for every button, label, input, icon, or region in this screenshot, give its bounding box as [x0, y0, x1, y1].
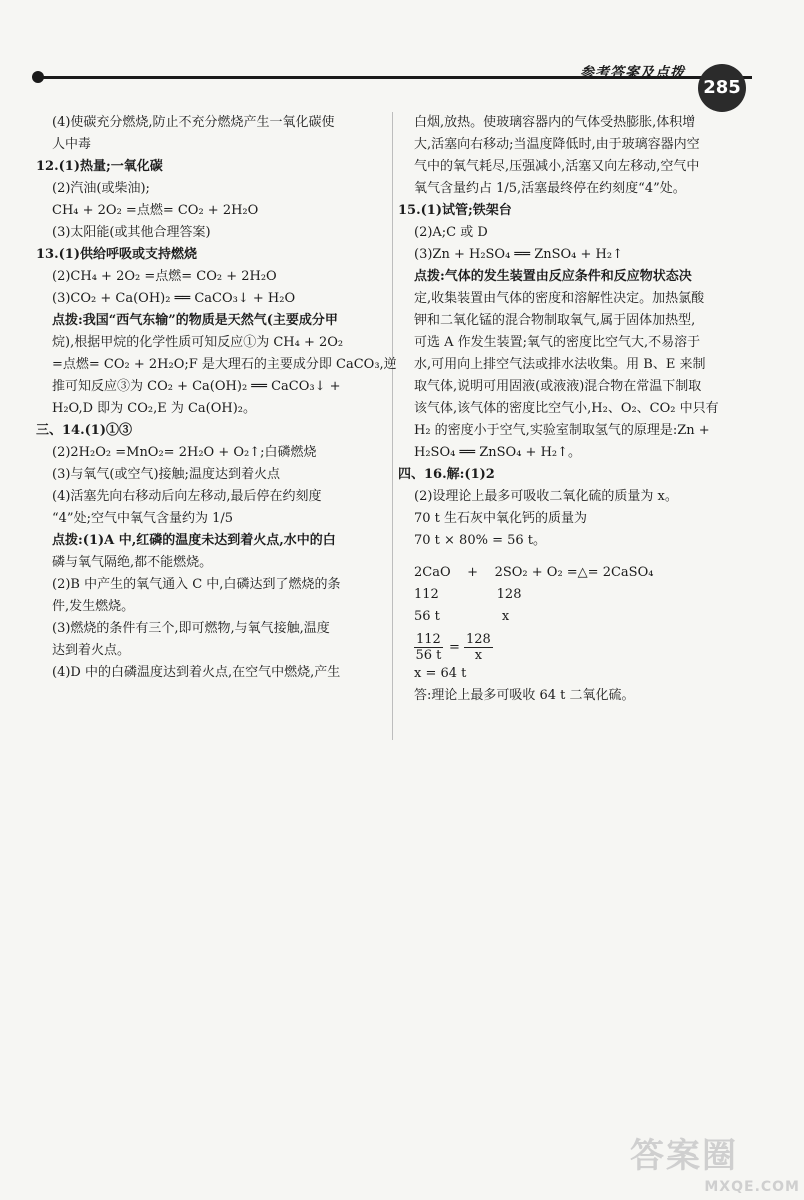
fraction-numerator: 112: [416, 632, 441, 647]
text-line: H₂ 的密度小于空气,实验室制取氢气的原理是:Zn +: [414, 423, 710, 438]
text-line: 56 t x: [414, 609, 510, 624]
text-line: (3)燃烧的条件有三个,即可燃物,与氧气接触,温度: [52, 621, 330, 636]
proportion: [398, 632, 764, 663]
left-column: [36, 112, 397, 684]
text-line: 112 128: [414, 587, 522, 602]
text-line: (2)汽油(或柴油);: [52, 181, 150, 196]
equation: (3)CO₂ + Ca(OH)₂ ══ CaCO₃↓ + H₂O: [52, 291, 296, 306]
text-line: H₂O,D 即为 CO₂,E 为 Ca(OH)₂。: [52, 401, 257, 416]
watermark-url: MXQE.COM: [704, 1179, 800, 1195]
text-line: (4)D 中的白磷温度达到着火点,在空气中燃烧,产生: [52, 665, 341, 680]
page-header: [0, 0, 804, 110]
text-line: 定,收集装置由气体的密度和溶解性决定。加热氯酸: [414, 291, 705, 306]
text-line: (2)设理论上最多可吸收二氧化硫的质量为 x。: [414, 489, 678, 504]
text-line: H₂SO₄ ══ ZnSO₄ + H₂↑。: [414, 445, 582, 460]
text-line: 水,可用向上排空气法或排水法收集。用 B、E 来制: [414, 357, 706, 372]
text-line: (2)B 中产生的氧气通入 C 中,白磷达到了燃烧的条: [52, 577, 341, 592]
equation: (3)Zn + H₂SO₄ ══ ZnSO₄ + H₂↑: [414, 247, 623, 262]
page-number: 285: [698, 64, 746, 112]
fraction-left: [414, 632, 443, 663]
hint-line: 点拨:我国“西气东输”的物质是天然气(主要成分甲: [52, 313, 338, 328]
question-14: 三、14.(1)①③: [36, 423, 132, 438]
text-line: 件,发生燃烧。: [52, 599, 135, 614]
answer-line: 答:理论上最多可吸收 64 t 二氧化硫。: [414, 688, 635, 703]
text-line: 氧气含量约占 1/5,活塞最终停在约刻度“4”处。: [414, 181, 686, 196]
text-line: 可选 A 作发生装置;氧气的密度比空气大,不易溶于: [414, 335, 701, 350]
fraction-right: [464, 632, 493, 663]
text-line: 白烟,放热。使玻璃容器内的气体受热膨胀,体积增: [414, 115, 696, 130]
text-line: 磷与氧气隔绝,都不能燃烧。: [52, 555, 213, 570]
text-line: 烷),根据甲烷的化学性质可知反应①为 CH₄ + 2O₂: [52, 335, 344, 350]
text-line: 推可知反应③为 CO₂ + Ca(OH)₂ ══ CaCO₃↓ +: [52, 379, 341, 394]
text-line: (3)太阳能(或其他合理答案): [52, 225, 211, 240]
text-line: “4”处;空气中氧气含量约为 1/5: [52, 511, 233, 526]
text-line: 人中毒: [52, 137, 92, 152]
text-line: 钾和二氧化锰的混合物制取氧气,属于固体加热型,: [414, 313, 696, 328]
fraction-denominator: x: [474, 648, 483, 663]
hint-line: 点拨:气体的发生装置由反应条件和反应物状态决: [414, 269, 692, 284]
right-column: [398, 112, 764, 707]
text-line: 70 t 生石灰中氧化钙的质量为: [414, 511, 588, 526]
watermark-text: 答案圈: [630, 1136, 738, 1176]
text-line: =点燃= CO₂ + 2H₂O;F 是大理石的主要成分即 CaCO₃,逆: [52, 357, 397, 372]
equation: 2CaO + 2SO₂ + O₂ =△= 2CaSO₄: [414, 565, 654, 580]
text-line: x = 64 t: [414, 666, 467, 681]
equation: (2)CH₄ + 2O₂ =点燃= CO₂ + 2H₂O: [52, 269, 277, 284]
text-line: 气中的氧气耗尽,压强减小,活塞又向左移动,空气中: [414, 159, 700, 174]
fraction-numerator: 128: [466, 632, 491, 647]
question-15: 15.(1)试管;铁架台: [398, 203, 512, 218]
equals-sign: =: [448, 640, 460, 655]
fraction-denominator: 56 t: [415, 648, 442, 663]
text-line: 70 t × 80% = 56 t。: [414, 533, 547, 548]
question-12: 12.(1)热量;一氧化碳: [36, 159, 163, 174]
question-16: 四、16.解:(1)2: [398, 467, 495, 482]
text-line: (3)与氧气(或空气)接触;温度达到着火点: [52, 467, 280, 482]
text-line: (2)A;C 或 D: [414, 225, 488, 240]
text-line: (4)活塞先向右移动后向左移动,最后停在约刻度: [52, 489, 322, 504]
equation: CH₄ + 2O₂ =点燃= CO₂ + 2H₂O: [52, 203, 259, 218]
text-line: 达到着火点。: [52, 643, 131, 658]
question-13: 13.(1)供给呼吸或支持燃烧: [36, 247, 197, 262]
text-line: (4)使碳充分燃烧,防止不充分燃烧产生一氧化碳使: [52, 115, 335, 130]
text-line: 大,活塞向右移动;当温度降低时,由于玻璃容器内空: [414, 137, 700, 152]
watermark-logo: [630, 1128, 800, 1194]
hint-line: 点拨:(1)A 中,红磷的温度未达到着火点,水中的白: [52, 533, 336, 548]
spacer: [398, 552, 764, 562]
header-title: 参考答案及点拨: [580, 65, 685, 81]
text-line: 该气体,该气体的密度比空气小,H₂、O₂、CO₂ 中只有: [414, 401, 719, 416]
text-line: 取气体,说明可用固液(或液液)混合物在常温下制取: [414, 379, 702, 394]
equation: (2)2H₂O₂ =MnO₂= 2H₂O + O₂↑;白磷燃烧: [52, 445, 317, 460]
column-divider: [392, 112, 393, 740]
